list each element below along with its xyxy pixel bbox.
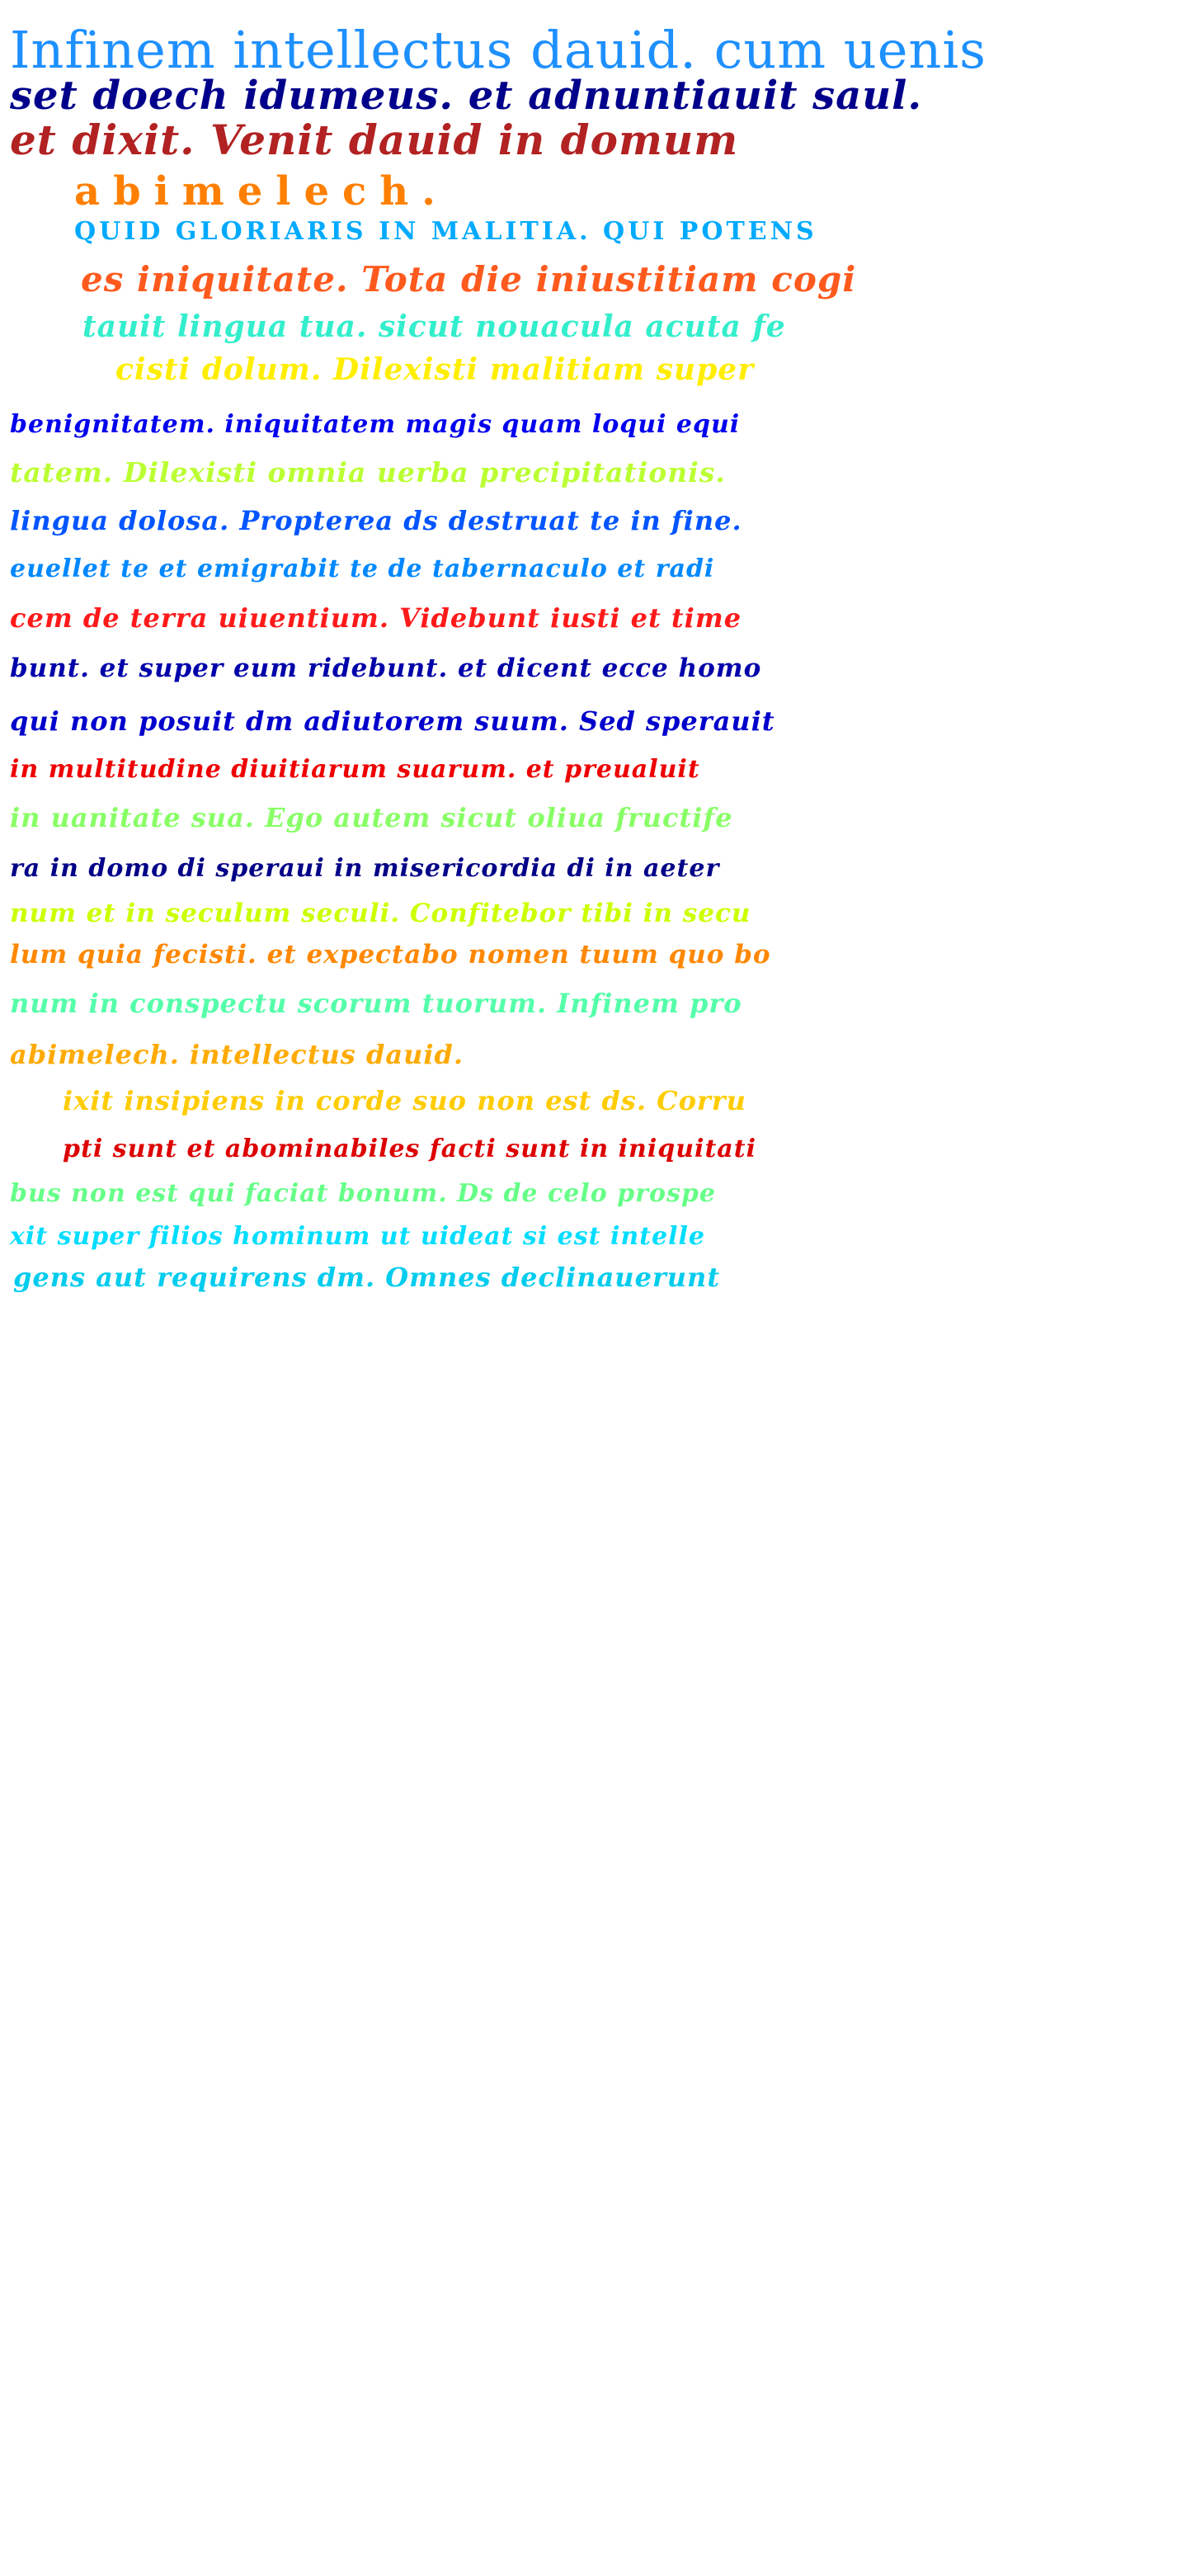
text-line: num in conspectu scorum tuorum. Infinem pro — [10, 988, 742, 1019]
text-line: ra in domo di speraui in misericordia di in aeter — [10, 854, 720, 883]
text-line: et dixit. Venit dauid in domum — [10, 116, 739, 164]
text-line: in multitudine diuitiarum suarum. et preualuit — [10, 755, 700, 784]
text-line: qui non posuit dm adiutorem suum. Sed sperauit — [10, 705, 775, 737]
text-line: tauit lingua tua. sicut nouacula acuta fe — [82, 309, 786, 344]
text-line: gens aut requirens dm. Omnes declinauerunt — [13, 1262, 721, 1293]
text-line: cisti dolum. Dilexisti malitiam super — [115, 352, 755, 387]
text-line: QUID GLORIARIS IN MALITIA. QUI POTENS — [74, 217, 817, 246]
text-line: in uanitate sua. Ego autem sicut oliua fructife — [10, 802, 733, 833]
text-line: lingua dolosa. Propterea ds destruat te in fine. — [10, 505, 742, 536]
text-line: cem de terra uiuentium. Videbunt iusti et time — [10, 602, 742, 634]
text-line: pti sunt et abominabiles facti sunt in iniquitati — [63, 1135, 756, 1163]
text-line: bunt. et super eum ridebunt. et dicent ecce homo — [10, 653, 762, 683]
text-line: Infinem intellectus dauid. cum uenis — [10, 20, 986, 80]
text-line: es iniquitate. Tota die iniustitiam cogi — [81, 259, 857, 300]
text-line: bus non est qui faciat bonum. Ds de celo prospe — [10, 1179, 716, 1208]
text-line: set doech idumeus. et adnuntiauit saul. — [10, 73, 923, 119]
text-line: abimelech. intellectus dauid. — [10, 1039, 464, 1070]
text-line: abimelech. — [74, 168, 449, 215]
text-line: lum quia fecisti. et expectabo nomen tuum quo bo — [10, 940, 771, 970]
text-line: tatem. Dilexisti omnia uerba precipitationis. — [10, 456, 726, 488]
text-line: num et in seculum seculi. Confitebor tibi in secu — [10, 899, 751, 928]
text-line: benignitatem. iniquitatem magis quam loqui equi — [10, 410, 741, 439]
text-line: xit super filios hominum ut uideat si est intelle — [10, 1222, 705, 1251]
text-line: ixit insipiens in corde suo non est ds. Corru — [63, 1085, 746, 1116]
text-line: euellet te et emigrabit te de tabernaculo et radi — [10, 554, 715, 583]
